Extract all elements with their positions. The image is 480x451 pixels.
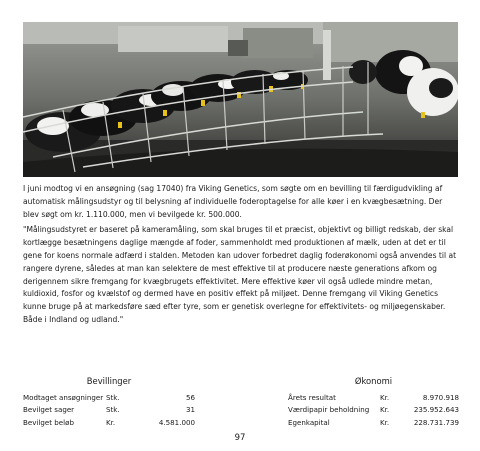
grants-summary — [23, 375, 195, 429]
row-unit: Stk. — [106, 392, 120, 402]
grants-title: Bevillinger — [86, 376, 132, 386]
article-text — [23, 183, 459, 330]
row-label: Modtaget ansøgninger — [23, 392, 104, 402]
table-row — [288, 417, 459, 430]
row-value: 228.731.739 — [413, 417, 459, 427]
row-value: 4.581.000 — [158, 417, 195, 427]
row-value: 8.970.918 — [422, 392, 459, 402]
paragraph-application: I juni modtog vi en ansøgning (sag 17040) fra Viking Genetics, som søgte om en bevilling til færdigudvikling af automatisk målingsudstyr og til belysning af individuelle foderoptagelse for alle køer i en kvægbesætning. Der blev søgt om kr. 1.110.000, men vi bevilgede kr. 500.000. — [23, 184, 443, 219]
economy-table — [288, 392, 459, 430]
row-value: 56 — [185, 392, 195, 402]
page-number: 97 — [234, 433, 246, 443]
table-row — [23, 404, 195, 417]
row-value: 31 — [185, 405, 195, 415]
row-unit: Kr. — [380, 392, 390, 402]
table-row — [288, 404, 459, 417]
table-row — [23, 392, 195, 405]
row-label: Bevilget sager — [23, 405, 75, 415]
row-label: Egenkapital — [288, 417, 330, 427]
economy-title: Økonomi — [354, 376, 393, 386]
economy-summary — [288, 375, 459, 429]
cows-milking-illustration — [23, 22, 458, 177]
table-row — [23, 417, 195, 430]
row-value: 235.952.643 — [413, 405, 459, 415]
row-unit: Kr. — [106, 417, 116, 427]
grants-table — [23, 392, 195, 430]
row-unit: Kr. — [380, 417, 390, 427]
row-label: Bevilget beløb — [23, 417, 74, 427]
paragraph-quote: "Målingsudstyret er baseret på kameramåling, som skal bruges til et præcist, objektivt og billigt redskab, der skal kortlægge besætningens daglige mængde af foder, sammenholdt med produktionen af mælk, uden at det er til gene for koens normale adfærd i stalden. Metoden kan udover forbedret daglig foderøkonomi også anvendes til at rangere dyrene, således at man kan selektere de mest effektive til at producere næste generations afkom og derigennem sikre fremgang for kvægbrugets effektivitet. Mere effektive køer vil også udlede mindre metan, kuldioxid, fosfor og kvælstof og dermed have en positiv effekt på miljøet. Denne fremgang vil Viking Genetics kunne bruge på at markedsføre sæd efter tyre, som er genetisk overlegne for effektivitets- og miljøegenskaber. Både i Indland og udland." — [23, 225, 457, 324]
row-unit: Stk. — [106, 405, 120, 415]
row-label: Værdipapir beholdning — [288, 405, 370, 415]
row-unit: Kr. — [380, 405, 390, 415]
table-row — [288, 392, 459, 405]
row-label: Årets resultat — [288, 392, 336, 402]
cows-photo — [23, 22, 458, 177]
